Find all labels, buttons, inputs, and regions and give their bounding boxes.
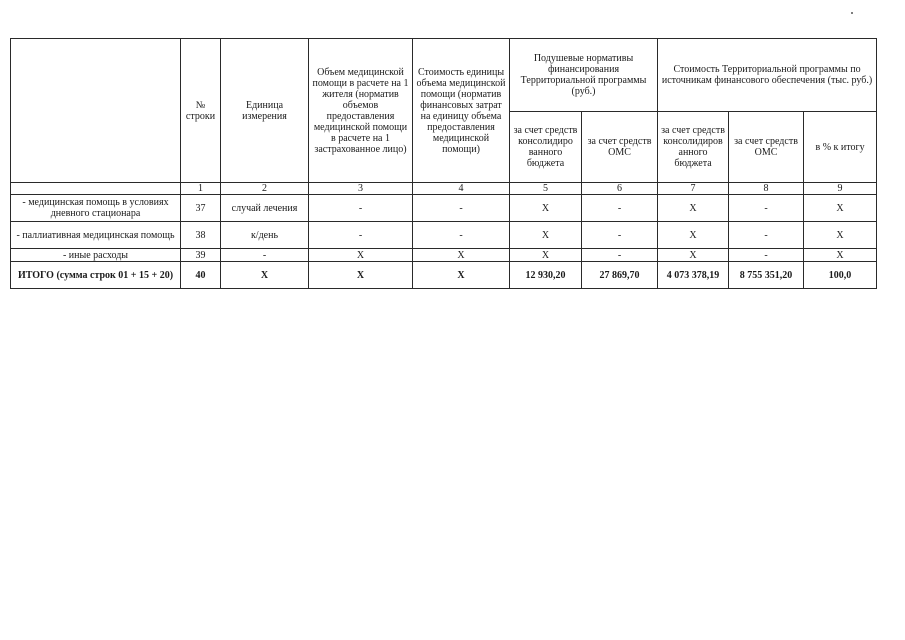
header-name-cell xyxy=(11,39,181,183)
row-percent-9: 100,0 xyxy=(804,262,877,289)
row-oms-8: 8 755 351,20 xyxy=(729,262,804,289)
header-row-top xyxy=(11,39,877,112)
row-consolidated-5: 12 930,20 xyxy=(510,262,582,289)
row-unit: к/день xyxy=(221,222,309,249)
row-unit: - xyxy=(221,249,309,262)
header-volume: Объем медицинской помощи в расчете на 1 жителя (норматив объемов предоставления медицинской помощи в расчете на 1 застрахованное лицо) xyxy=(309,39,413,183)
row-oms-8: - xyxy=(729,195,804,222)
header-cost-unit: Стоимость единицы объема медицинской помощи (норматив финансовых затрат на единицу объема предоставления медицинской помощи) xyxy=(413,39,510,183)
table-row-total xyxy=(11,262,877,289)
row-consolidated-5: X xyxy=(510,222,582,249)
row-no: 38 xyxy=(181,222,221,249)
row-no: 40 xyxy=(181,262,221,289)
header-per-capita: Подушевые нормативы финансирования Территориальной программы (руб.) xyxy=(510,39,658,112)
column-number: 3 xyxy=(309,183,413,195)
row-oms-8: - xyxy=(729,222,804,249)
column-number: 8 xyxy=(729,183,804,195)
column-number: 9 xyxy=(804,183,877,195)
row-oms-8: - xyxy=(729,249,804,262)
row-name: - медицинская помощь в условиях дневного стационара xyxy=(11,195,181,222)
column-number: 7 xyxy=(658,183,729,195)
row-consolidated-7: X xyxy=(658,195,729,222)
header-consolidated-budget-5: за счет средств консолидиро ванного бюджета xyxy=(510,112,582,183)
row-oms-6: 27 869,70 xyxy=(582,262,658,289)
row-cost-unit: - xyxy=(413,195,510,222)
column-number: 1 xyxy=(181,183,221,195)
row-consolidated-5: X xyxy=(510,249,582,262)
row-name: - паллиативная медицинская помощь xyxy=(11,222,181,249)
row-name: ИТОГО (сумма строк 01 + 15 + 20) xyxy=(11,262,181,289)
financing-table xyxy=(10,38,877,289)
column-number-row xyxy=(11,183,877,195)
row-consolidated-5: X xyxy=(510,195,582,222)
row-oms-6: - xyxy=(582,195,658,222)
column-number: 5 xyxy=(510,183,582,195)
scan-speck xyxy=(851,12,853,14)
row-percent-9: X xyxy=(804,195,877,222)
row-name: - иные расходы xyxy=(11,249,181,262)
table-row xyxy=(11,249,877,262)
row-cost-unit: X xyxy=(413,262,510,289)
table-row xyxy=(11,222,877,249)
header-consolidated-budget-7: за счет средств консолидиров анного бюджета xyxy=(658,112,729,183)
column-number: 6 xyxy=(582,183,658,195)
row-unit: X xyxy=(221,262,309,289)
header-row-no: № строки xyxy=(181,39,221,183)
table-row xyxy=(11,195,877,222)
row-volume: - xyxy=(309,195,413,222)
row-cost-unit: X xyxy=(413,249,510,262)
row-oms-6: - xyxy=(582,249,658,262)
row-consolidated-7: X xyxy=(658,222,729,249)
header-program-cost: Стоимость Территориальной программы по источникам финансового обеспечения (тыс. руб.) xyxy=(658,39,877,112)
column-number-empty xyxy=(11,183,181,195)
row-volume: X xyxy=(309,249,413,262)
column-number: 2 xyxy=(221,183,309,195)
row-cost-unit: - xyxy=(413,222,510,249)
row-no: 37 xyxy=(181,195,221,222)
column-number: 4 xyxy=(413,183,510,195)
row-volume: - xyxy=(309,222,413,249)
row-oms-6: - xyxy=(582,222,658,249)
header-percent-9: в % к итогу xyxy=(804,112,877,183)
row-no: 39 xyxy=(181,249,221,262)
header-oms-8: за счет средств ОМС xyxy=(729,112,804,183)
header-unit: Единица измерения xyxy=(221,39,309,183)
row-volume: X xyxy=(309,262,413,289)
row-consolidated-7: 4 073 378,19 xyxy=(658,262,729,289)
header-oms-6: за счет средств ОМС xyxy=(582,112,658,183)
row-percent-9: X xyxy=(804,249,877,262)
row-percent-9: X xyxy=(804,222,877,249)
row-consolidated-7: X xyxy=(658,249,729,262)
row-unit: случай лечения xyxy=(221,195,309,222)
